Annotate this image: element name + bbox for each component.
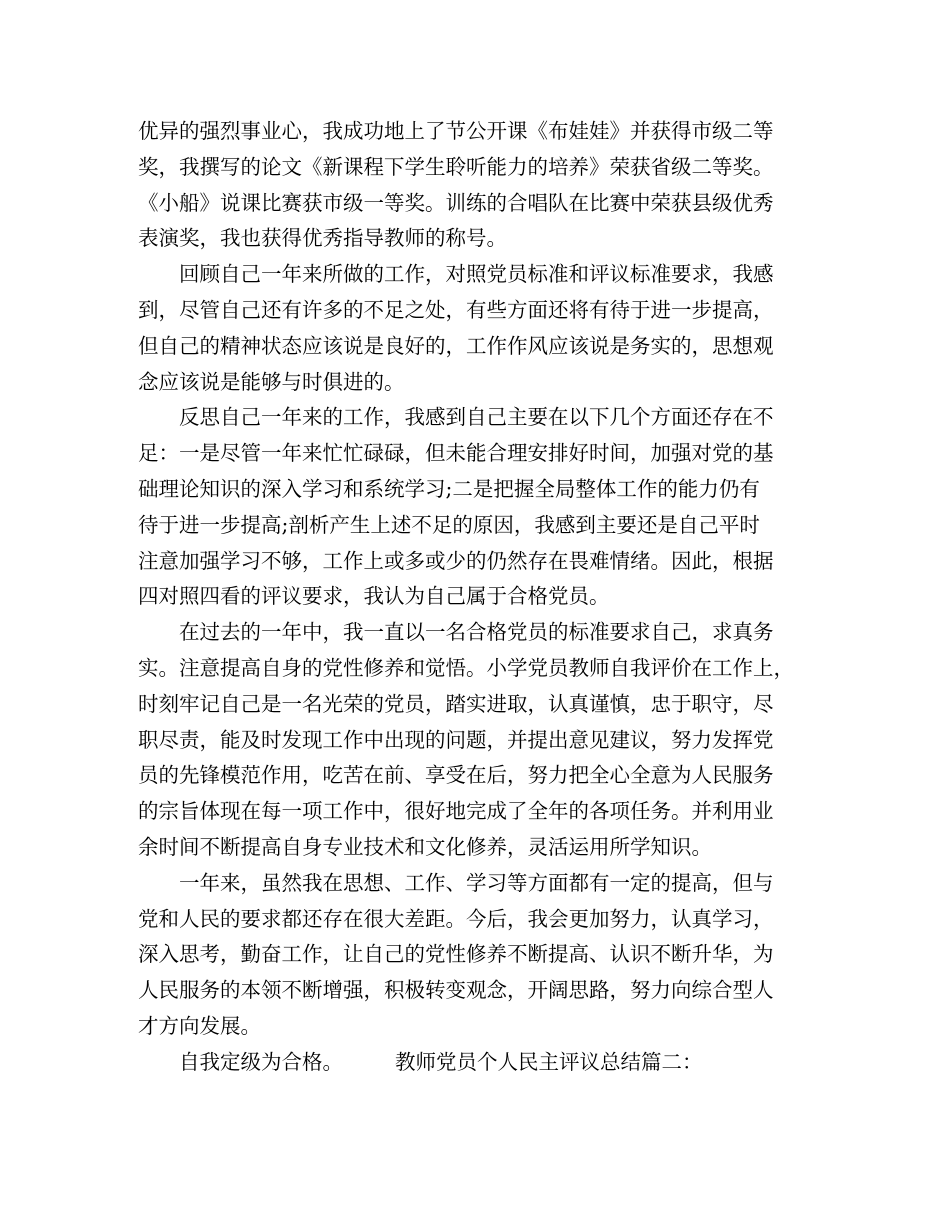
paragraph-6 xyxy=(138,1045,818,1081)
text-line: 在过去的一年中，我一直以一名合格党员的标准要求自己，求真务 xyxy=(179,620,774,645)
text-line: 实。注意提高自身的党性修养和觉悟。小学党员教师自我评价在工作上， xyxy=(138,655,794,680)
text-line: 余时间不断提高自身专业技术和文化修养，灵活运用所学知识。 xyxy=(138,834,712,859)
document-page xyxy=(138,114,818,1081)
text-line: 员的先锋模范作用，吃苦在前、享受在后，努力把全心全意为人民服务 xyxy=(138,763,774,788)
paragraph-5 xyxy=(138,866,818,1045)
text-line: 人民服务的本领不断增强，积极转变观念，开阔思路，努力向综合型人 xyxy=(138,978,774,1003)
text-line: 奖，我撰写的论文《新课程下学生聆听能力的培养》荣获省级二等奖。 xyxy=(138,154,774,179)
text-line: 《小船》说课比赛获市级一等奖。训练的合唱队在比赛中荣获县级优秀 xyxy=(138,190,774,215)
paragraph-4 xyxy=(138,615,818,866)
text-line: 一年来，虽然我在思想、工作、学习等方面都有一定的提高，但与 xyxy=(179,870,774,895)
text-line: 反思自己一年来的工作，我感到自己主要在以下几个方面还存在不 xyxy=(179,405,774,430)
text-line: 足：一是尽管一年来忙忙碌碌，但未能合理安排好时间，加强对党的基 xyxy=(138,441,774,466)
text-line: 四对照四看的评议要求，我认为自己属于合格党员。 xyxy=(138,584,610,609)
text-line: 党和人民的要求都还存在很大差距。今后，我会更加努力，认真学习， xyxy=(138,906,774,931)
paragraph-1 xyxy=(138,114,818,257)
text-line: 的宗旨体现在每一项工作中，很好地完成了全年的各项任务。并利用业 xyxy=(138,799,774,824)
text-line: 念应该说是能够与时俱进的。 xyxy=(138,369,405,394)
text-line: 深入思考，勤奋工作，让自己的党性修养不断提高、认识不断升华，为 xyxy=(138,942,774,967)
final-line xyxy=(138,1045,818,1081)
text-line: 职尽责，能及时发现工作中出现的问题，并提出意见建议，努力发挥党 xyxy=(138,727,774,752)
text-line: 回顾自己一年来所做的工作，对照党员标准和评议标准要求，我感 xyxy=(179,262,774,287)
text-line: 时刻牢记自己是一名光荣的党员，踏实进取，认真谨慎，忠于职守，尽 xyxy=(138,691,774,716)
text-line: 到，尽管自己还有许多的不足之处，有些方面还将有待于进一步提高， xyxy=(138,297,774,322)
paragraph-2 xyxy=(138,257,818,400)
self-rating-text: 自我定级为合格。 xyxy=(179,1049,343,1074)
text-line: 待于进一步提高;剖析产生上述不足的原因，我感到主要还是自己平时 xyxy=(138,512,760,537)
text-line: 优异的强烈事业心，我成功地上了节公开课《布娃娃》并获得市级二等 xyxy=(138,119,774,143)
paragraph-3 xyxy=(138,400,818,615)
text-line: 础理论知识的深入学习和系统学习;二是把握全局整体工作的能力仍有 xyxy=(138,476,760,501)
text-line: 表演奖，我也获得优秀指导教师的称号。 xyxy=(138,226,507,251)
text-line: 才方向发展。 xyxy=(138,1013,261,1038)
next-section-heading: 教师党员个人民主评议总结篇二： xyxy=(395,1049,703,1074)
text-line: 但自己的精神状态应该说是良好的，工作作风应该说是务实的，思想观 xyxy=(138,333,774,358)
text-line: 注意加强学习不够，工作上或多或少的仍然存在畏难情绪。因此，根据 xyxy=(138,548,774,573)
